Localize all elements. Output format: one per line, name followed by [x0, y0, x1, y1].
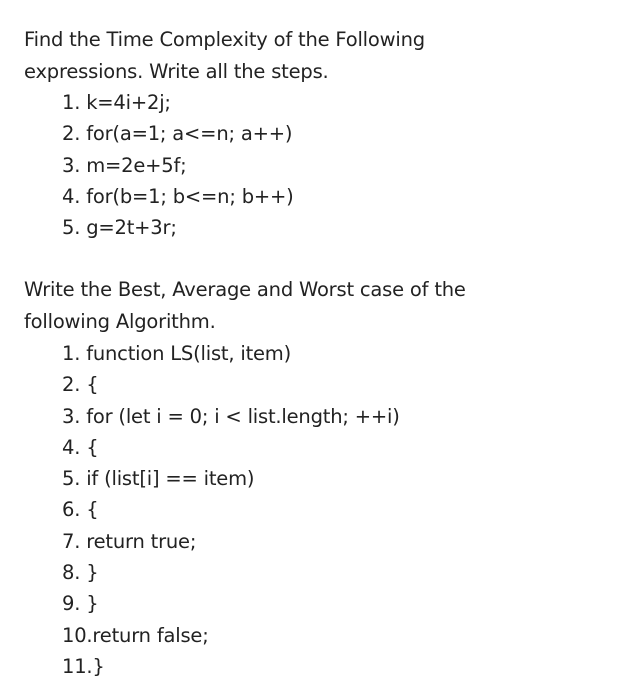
expression-item: 1. k=4i+2j; — [62, 91, 171, 114]
question-1-expression-list — [62, 87, 294, 243]
code-line: 3. for (let i = 0; i < list.length; ++i) — [62, 404, 400, 428]
expression-item: 4. for(b=1; b<=n; b++) — [62, 184, 294, 208]
question-1-prompt-line: expressions. Write all the steps. — [24, 60, 329, 83]
code-line: 5. if (list[i] == item) — [62, 467, 255, 491]
question-2-prompt — [24, 274, 584, 338]
code-line: 4. { — [62, 435, 99, 459]
code-line: 9. } — [62, 592, 99, 616]
code-line: 7. return true; — [62, 529, 197, 553]
code-line: 8. } — [62, 561, 99, 585]
algorithm-code-list — [62, 338, 400, 682]
question-1-prompt — [24, 24, 584, 88]
code-line: 6. { — [62, 498, 99, 522]
question-1-prompt-line: Find the Time Complexity of the Following — [24, 28, 425, 51]
code-line: 1. function LS(list, item) — [62, 342, 292, 365]
expression-item: 2. for(a=1; a<=n; a++) — [62, 122, 293, 146]
question-2-prompt-line: Write the Best, Average and Worst case of the — [24, 278, 466, 301]
expression-item: 3. m=2e+5f; — [62, 153, 187, 177]
expression-item: 5. g=2t+3r; — [62, 216, 177, 240]
code-line: 2. { — [62, 373, 99, 397]
code-line: 10.return false; — [62, 623, 209, 647]
question-2-prompt-line: following Algorithm. — [24, 310, 216, 333]
code-line: 11.} — [62, 654, 105, 678]
